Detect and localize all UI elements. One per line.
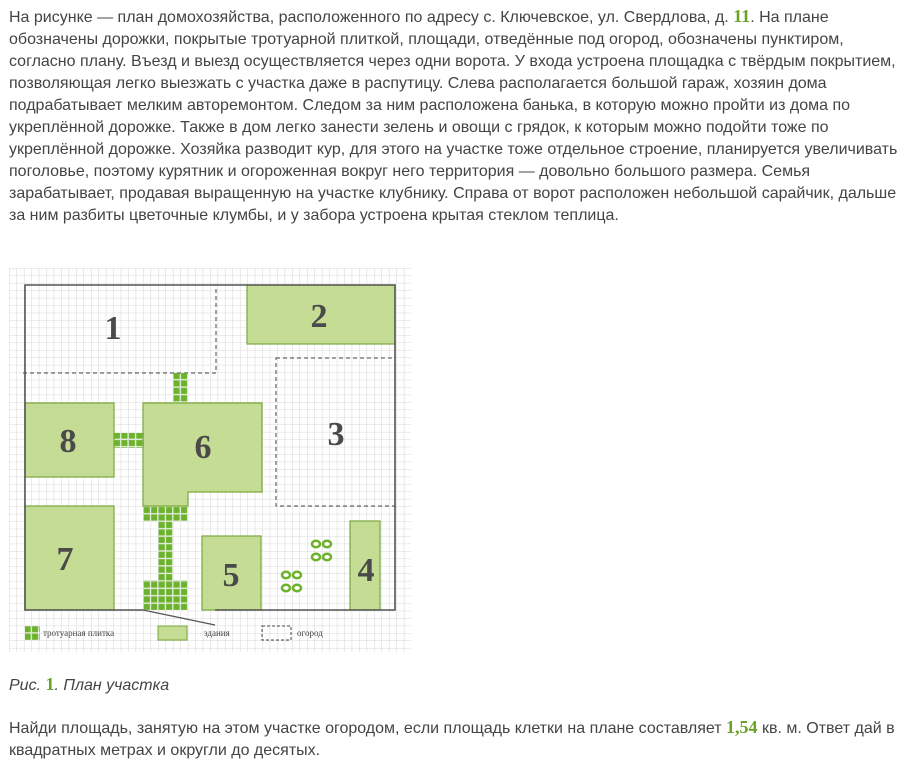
caption-prefix: Рис.	[9, 677, 46, 694]
legend-garden-label: огород	[297, 628, 323, 638]
label-2: 2	[310, 298, 328, 335]
intro-text-2: . На плане обозначены дорожки, покрытые тротуарной плиткой, площади, отведённые под огород, обозначены пунктиром, согласно плану. Въезд и выезд осуществляется через одни ворота. У входа устроена площадка с твёрдым покрытием, позволяющая легко выезжать с участка даже в распутицу. Слева располагается большой гараж, хозяин дома подрабатывает мелким авторемонтом. Следом за ним расположена банька, в которую можно пройти из дома по укреплённой дорожке. Также в дом легко занести зелень и овощи с грядок, к которым можно подойти тоже по укреплённой дорожке. Хозяйка разводит кур, для этого на участке тоже отдельное строение, планируется увеличивать поголовье, поэтому курятник и огороженная вокруг него территория — довольно большого размера. Семья зарабатывает, продавая выращенную на участке клубнику. Справа от ворот расположен небольшой сарайчик, дальше за ним разбиты цветочные клумбы, и у забора устроена крытая стеклом теплица.	[9, 9, 898, 224]
tile-path-3	[143, 506, 188, 521]
legend-building-swatch	[158, 626, 187, 640]
tile-entrance-pad	[143, 580, 188, 610]
caption-number: 1	[45, 674, 55, 694]
caption-suffix: . План участка	[54, 677, 170, 694]
label-6: 6	[194, 429, 212, 466]
legend-tile-swatch	[25, 626, 40, 641]
label-5: 5	[222, 557, 240, 594]
label-4: 4	[357, 552, 375, 589]
label-1: 1	[104, 310, 122, 347]
question-text-1: Найди площадь, занятую на этом участке огородом, если площадь клетки на плане составляет	[9, 720, 727, 737]
question	[9, 716, 899, 762]
intro-text-1: На рисунке — план домохозяйства, расположенного по адресу с. Ключевское, ул. Свердлова, д.	[9, 9, 734, 26]
label-3: 3	[327, 416, 345, 453]
tile-path-4	[158, 521, 173, 581]
problem-intro	[9, 5, 899, 227]
tile-path-1	[173, 373, 188, 403]
tile-path-2	[114, 433, 144, 448]
question-text-2: кв. м. Ответ дай в квадратных метрах и округли до десятых.	[9, 720, 895, 759]
site-plan-figure	[9, 268, 411, 652]
label-8: 8	[59, 423, 77, 460]
house-number: 11	[733, 6, 751, 26]
legend-tile-label: тротуарная плитка	[43, 628, 115, 638]
cell-area: 1,54	[726, 717, 758, 737]
legend-building-label: здания	[204, 628, 230, 638]
figure-caption	[9, 674, 169, 695]
label-7: 7	[56, 541, 74, 578]
